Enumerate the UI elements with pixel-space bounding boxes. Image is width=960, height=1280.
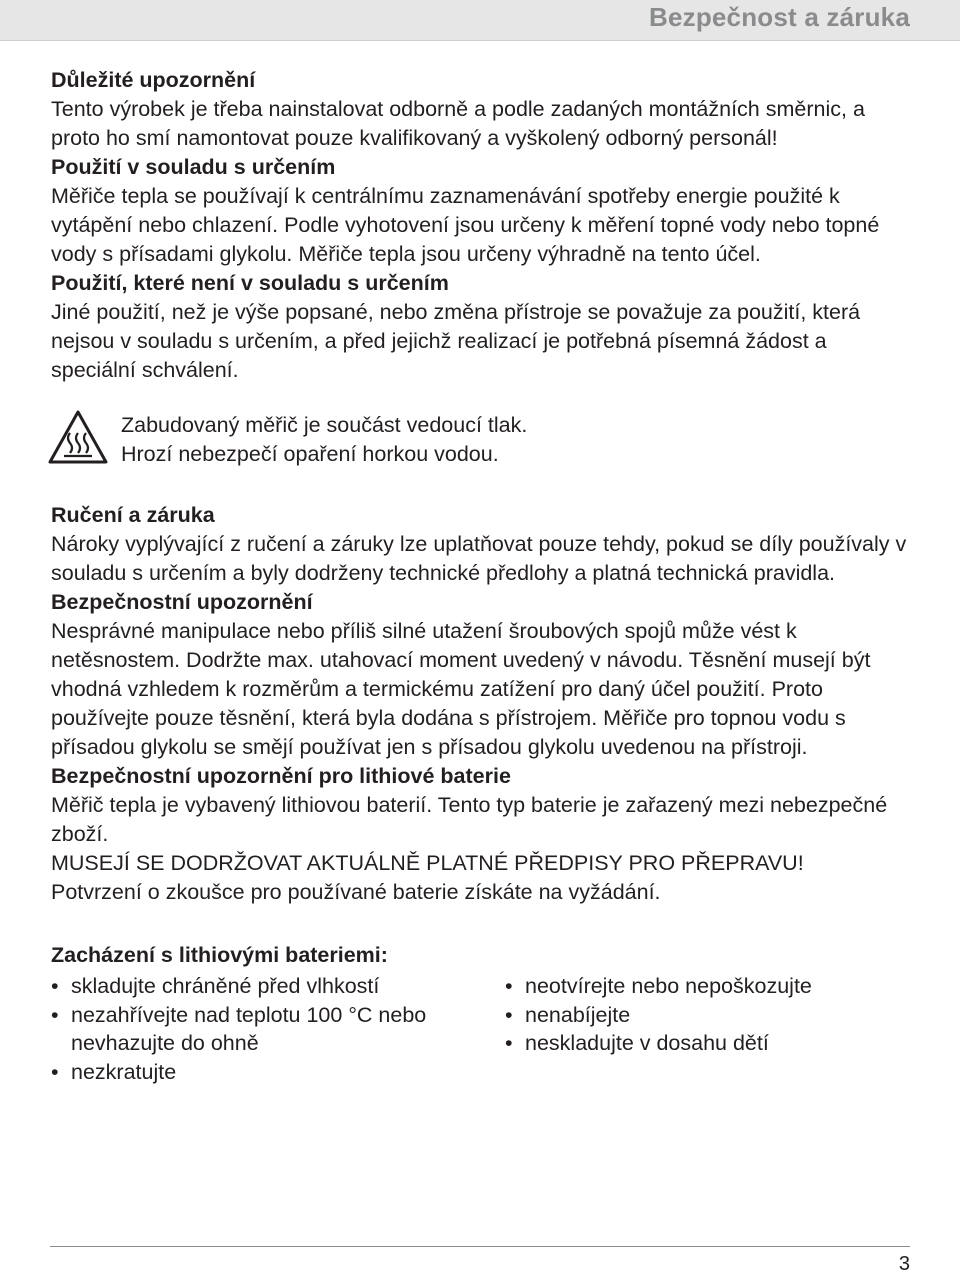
improper-use-body: Jiné použití, než je výše popsané, nebo změna přístroje se považuje za použití, která nejsou v souladu s určením, a před jejichž realizací je potřebná písemná žádost a speciální schválení. — [51, 300, 861, 382]
handling-list-right — [505, 972, 905, 1086]
lithium-confirm: Potvrzení o zkoušce pro používané baterie získáte na vyžádání. — [51, 880, 661, 904]
warranty-body: Nároky vyplývající z ručení a záruky lze uplatňovat pouze tehdy, pokud se díly používaly v souladu s určením a byly dodrženy technické předlohy a platná technická pravidla. — [51, 532, 907, 585]
header-bar — [0, 0, 960, 41]
improper-use-heading: Použití, které není v souladu s určením — [51, 271, 449, 295]
important-heading: Důležité upozornění — [51, 68, 256, 92]
handling-bullets — [51, 972, 911, 1086]
lithium-heading: Bezpečnostní upozornění pro lithiové baterie — [51, 764, 511, 788]
safety-body: Nesprávné manipulace nebo příliš silné utažení šroubových spojů může vést k netěsnostem. Dodržte max. utahovací moment uvedený v návodu. Těsnění musejí být vhodná vzhledem k rozměrům a termickému zatížení pro daný účel použití. Proto používejte pouze těsnění, která byla dodána s přístrojem. Měřiče pro topnou vodu s přísadou glykolu se smějí používat jen s přísadou glykolu uvedenou na přístroji. — [51, 619, 871, 759]
important-body: Tento výrobek je třeba nainstalovat odborně a podle zadaných montážních směrnic, a proto ho smí namontovat pouze kvalifikovaný a vyškolený odborný personál! — [51, 97, 865, 150]
hot-surface-warning-icon — [47, 409, 109, 465]
warning-line-2: Hrozí nebezpečí opaření horkou vodou. — [121, 442, 499, 466]
list-item: • skladujte chráněné před vlhkostí — [51, 972, 505, 1001]
lithium-caps-notice: MUSEJÍ SE DODRŽOVAT AKTUÁLNĚ PLATNÉ PŘEDPISY PRO PŘEPRAVU! — [51, 851, 804, 875]
warning-line-1: Zabudovaný měřič je součást vedoucí tlak. — [121, 413, 528, 437]
lithium-body: Měřič tepla je vybavený lithiovou baterií. Tento typ baterie je zařazený mezi nebezpečné zboží. — [51, 793, 888, 846]
warning-text — [121, 411, 527, 469]
intended-use-body: Měřiče tepla se používají k centrálnímu zaznamenávání spotřeby energie použité k vytápění nebo chlazení. Podle vyhotovení jsou určeny k měření topné vody nebo topné vody s přísadami glykolu. Měřiče tepla jsou určeny výhradně na tento účel. — [51, 184, 880, 266]
list-item: • neskladujte v dosahu dětí — [505, 1029, 905, 1058]
handling-list-left — [51, 972, 505, 1086]
safety-heading: Bezpečnostní upozornění — [51, 590, 313, 614]
handling-heading: Zacházení s lithiovými bateriemi: — [51, 943, 388, 967]
warranty-heading: Ručení a záruka — [51, 503, 215, 527]
page-number: 3 — [898, 1253, 910, 1275]
page-title: Bezpečnost a záruka — [648, 2, 910, 32]
main-content — [51, 66, 911, 1086]
intended-use-heading: Použití v souladu s určením — [51, 155, 336, 179]
footer-divider — [50, 1246, 910, 1247]
list-item: • nenabíjejte — [505, 1001, 905, 1030]
list-item: • nezkratujte — [51, 1058, 505, 1087]
scald-warning — [51, 411, 911, 473]
list-item: • neotvírejte nebo nepoškozujte — [505, 972, 905, 1001]
list-item: • nezahřívejte nad teplotu 100 °C nebo nevhazujte do ohně — [51, 1001, 431, 1058]
